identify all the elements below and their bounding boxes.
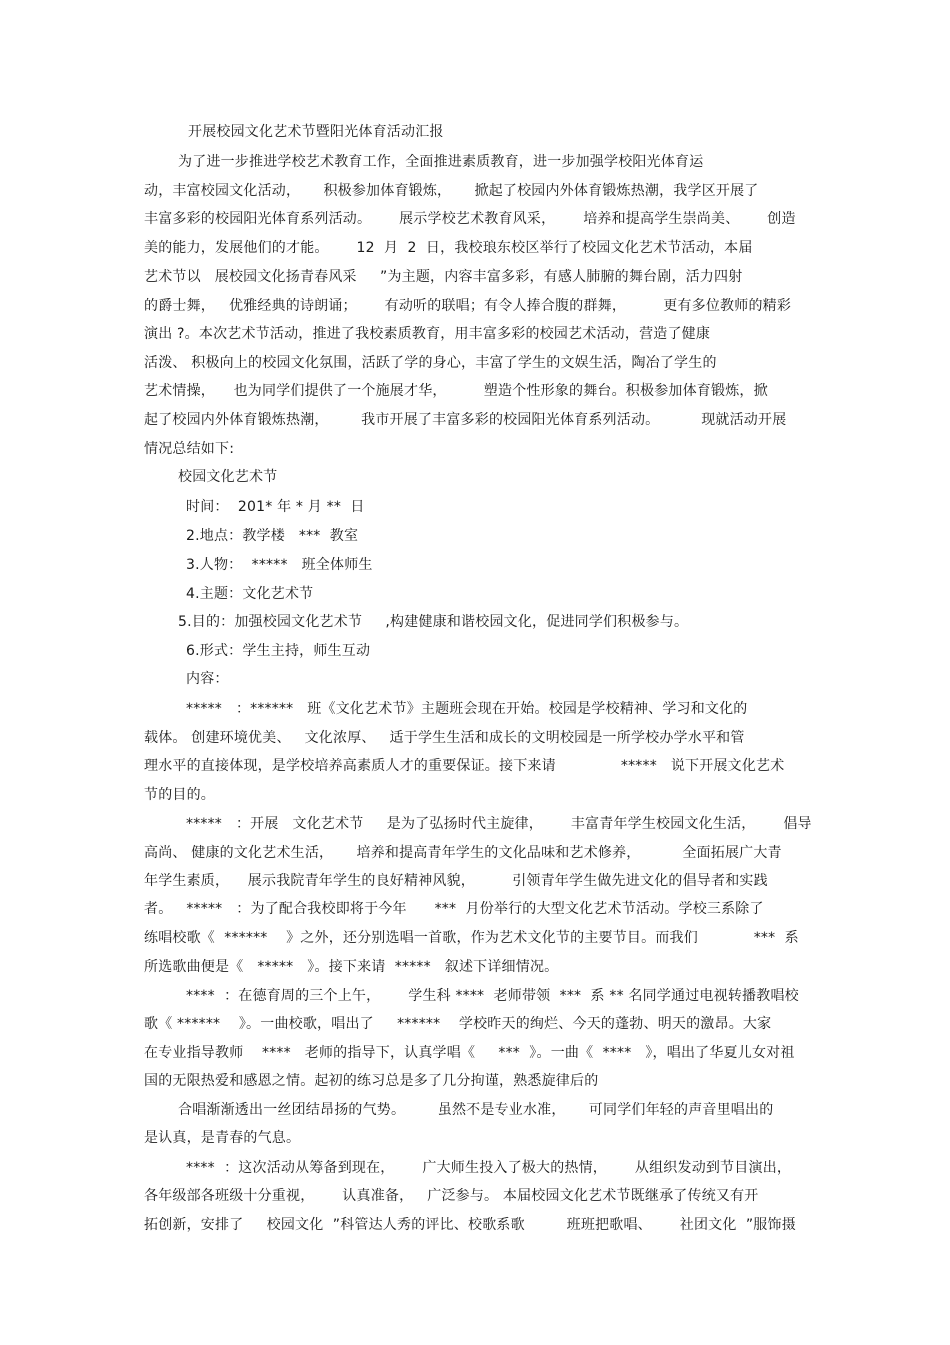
text-line: 美的能力，发展他们的才能。 12 月 2 日，我校琅东校区举行了校园文化艺术节活动，本届 [144, 240, 753, 256]
text-line: 节的目的。 [144, 787, 215, 803]
text-line: ***** ：开展 文化艺术节 是为了弘扬时代主旋律， 丰富青年学生校园文化生活， 倡导 [186, 816, 812, 832]
text-line: 丰富多彩的校园阳光体育系列活动。 展示学校艺术教育风采， 培养和提高学生崇尚美、 创造 [144, 211, 796, 227]
text-line: 3.人物： ***** 班全体师生 [186, 557, 373, 573]
text-line: **** ：在德育周的三个上午， 学生科 **** 老师带领 *** 系 ** 名同学通过电视转播教唱校 [186, 988, 799, 1004]
text-line: **** ：这次活动从筹备到现在， 广大师生投入了极大的热情， 从组织发动到节目演出， [186, 1160, 792, 1176]
text-line: 5.目的：加强校园文化艺术节 ,构建健康和谐校园文化，促进同学们积极参与。 [178, 614, 689, 630]
text-line: 年学生素质， 展示我院青年学生的良好精神风貌， 引领青年学生做先进文化的倡导者和实践 [144, 873, 768, 889]
text-line: 2.地点：教学楼 *** 教室 [186, 528, 359, 544]
text-line: 为了进一步推进学校艺术教育工作，全面推进素质教育，进一步加强学校阳光体育运 [178, 154, 704, 170]
text-line: 载体。 创建环境优美、 文化浓厚、 适于学生生活和成长的文明校园是一所学校办学水平和管 [144, 730, 745, 746]
text-line: 4.主题：文化艺术节 [186, 586, 314, 602]
text-line: 练唱校歌《 ****** 》之外，还分别选唱一首歌，作为艺术文化节的主要节目。而我们 *** 系 [144, 930, 799, 946]
text-line: ***** ：****** 班《文化艺术节》主题班会现在开始。校园是学校精神、学习和文化的 [186, 701, 748, 717]
text-line: 合唱渐渐透出一丝团结昂扬的气势。 虽然不是专业水准， 可同学们年轻的声音里唱出的 [178, 1102, 774, 1118]
document-title: 开展校园文化艺术节暨阳光体育活动汇报 [188, 124, 444, 140]
text-line: 高尚、 健康的文化艺术生活， 培养和提高青年学生的文化品味和艺术修养， 全面拓展广大青 [144, 845, 782, 861]
text-line: 情况总结如下: [144, 441, 235, 457]
text-line: 起了校园内外体育锻炼热潮， 我市开展了丰富多彩的校园阳光体育系列活动。 现就活动开展 [144, 412, 787, 428]
text-line: 所选歌曲便是《 ***** 》。接下来请 ***** 叙述下详细情况。 [144, 959, 559, 975]
text-line: 在专业指导教师 **** 老师的指导下，认真学唱《 *** 》。一曲《 **** 》，唱出了华夏儿女对祖 [144, 1045, 795, 1061]
text-line: 动，丰富校园文化活动， 积极参加体育锻炼， 掀起了校园内外体育锻炼热潮，我学区开展了 [144, 183, 759, 199]
text-line: 6.形式：学生主持，师生互动 [186, 643, 371, 659]
text-line: 的爵士舞， 优雅经典的诗朗诵； 有动听的联唱；有令人捧合腹的群舞， 更有多位教师的精彩 [144, 298, 792, 314]
text-line: 时间： 201* 年 * 月 ** 日 [186, 499, 365, 515]
text-line: 艺术节以 展校园文化扬青春风采 ”为主题，内容丰富多彩，有感人肺腑的舞台剧，活力四射 [144, 269, 743, 285]
text-line: 理水平的直接体现，是学校培养高素质人才的重要保证。接下来请 ***** 说下开展文化艺术 [144, 758, 785, 774]
text-line: 各年级部各班级十分重视， 认真准备， 广泛参与。 本届校园文化艺术节既继承了传统又有开 [144, 1188, 759, 1204]
text-line: 歌《 ****** 》。一曲校歌，唱出了 ****** 学校昨天的绚烂、今天的蓬勃、明天的激昂。大家 [144, 1016, 772, 1032]
text-line: 校园文化艺术节 [178, 469, 278, 485]
text-line: 活泼、 积极向上的校园文化氛围，活跃了学的身心，丰富了学生的文娱生活，陶冶了学生的 [144, 355, 717, 371]
text-line: 拓创新，安排了 校园文化 ”科管达人秀的评比、校歌系歌 班班把歌唱、 社团文化 ”服饰摄 [144, 1217, 796, 1233]
text-line: 艺术情操， 也为同学们提供了一个施展才华， 塑造个性形象的舞台。积极参加体育锻炼，掀 [144, 383, 768, 399]
text-line: 演出 ?。本次艺术节活动，推进了我校素质教育，用丰富多彩的校园艺术活动，营造了健康 [144, 326, 711, 342]
text-line: 内容： [186, 671, 229, 687]
text-line: 国的无限热爱和感恩之情。起初的练习总是多了几分拘谨，熟悉旋律后的 [144, 1073, 599, 1089]
text-line: 是认真，是青春的气息。 [144, 1130, 301, 1146]
text-line: 者。 ***** ：为了配合我校即将于今年 *** 月份举行的大型文化艺术节活动。学校三系除了 [144, 901, 764, 917]
